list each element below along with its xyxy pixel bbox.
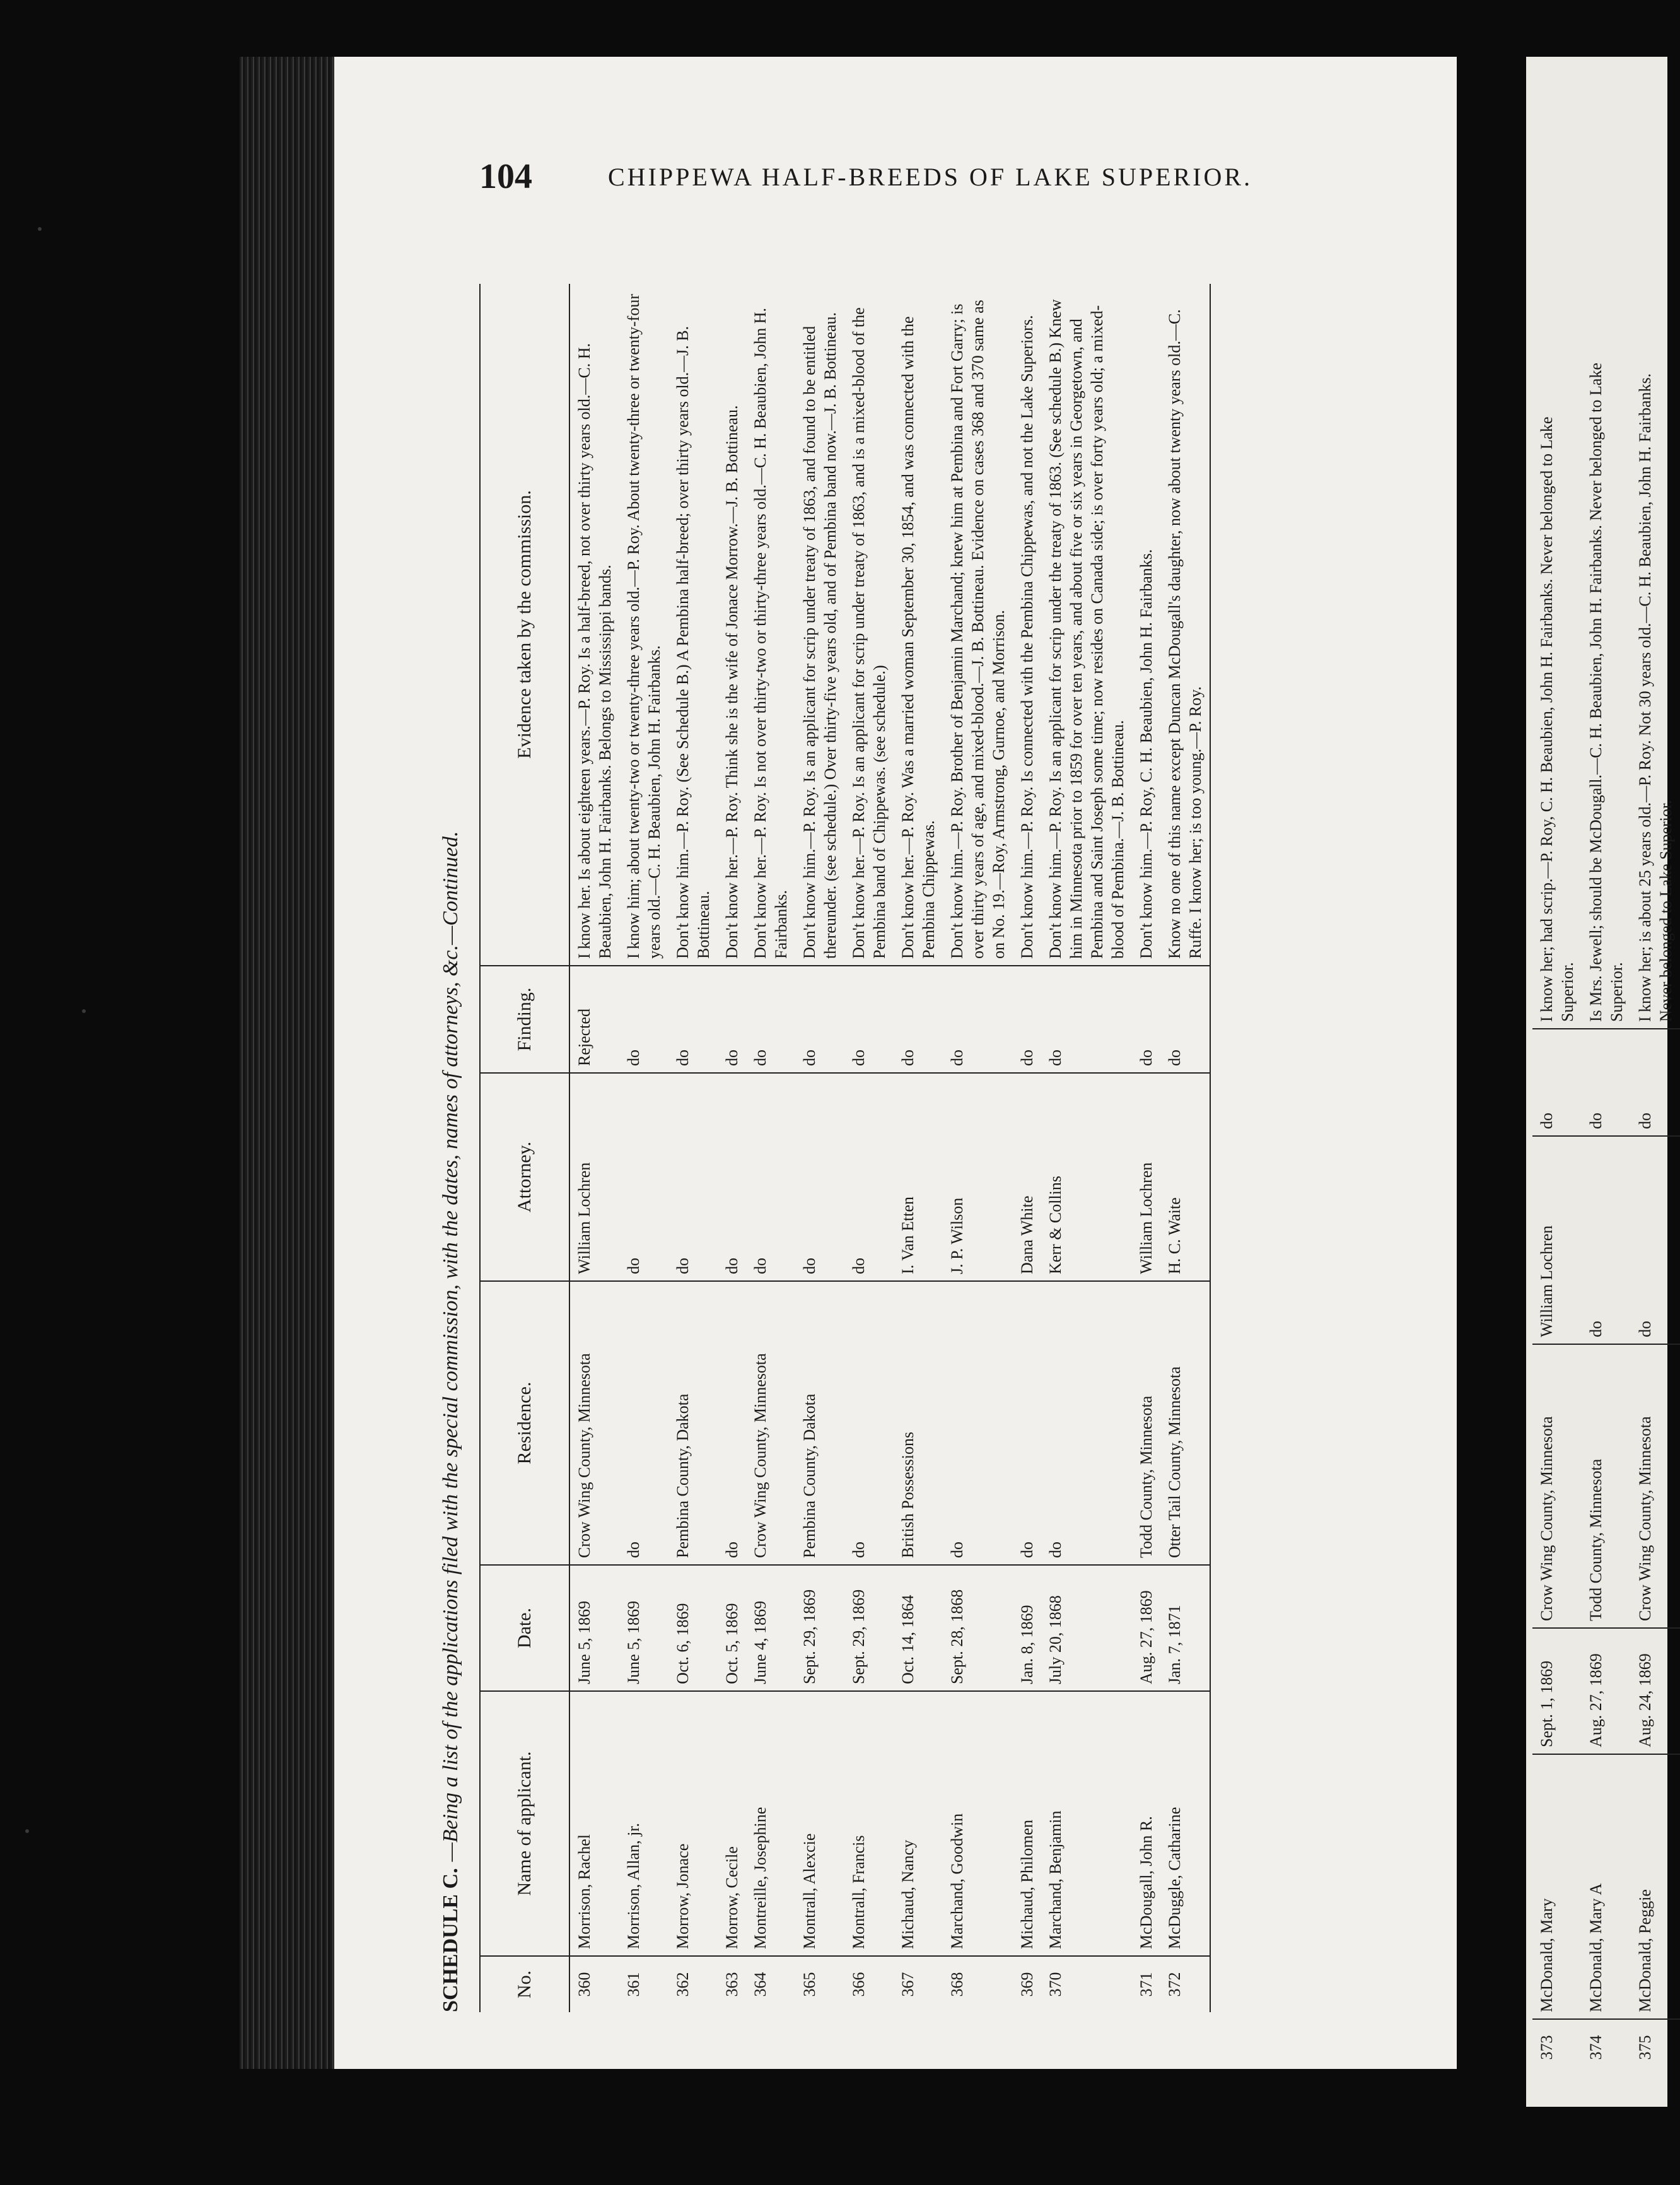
cell-finding: do xyxy=(844,965,894,1072)
cell-date: Sept. 1, 1869 xyxy=(1532,1627,1582,1754)
cell-no: 374 xyxy=(1582,2018,1631,2075)
cell-date: Sept. 29, 1869 xyxy=(795,1564,844,1690)
cell-finding: do xyxy=(619,965,668,1072)
table-row xyxy=(718,284,746,2012)
cell-residence: do xyxy=(619,1280,668,1564)
cell-residence: do xyxy=(1013,1280,1041,1564)
cell-attorney: I. Van Etten xyxy=(894,1072,943,1280)
cell-name: McDuggle, Catharine xyxy=(1160,1690,1210,1955)
header-residence: Residence. xyxy=(481,1280,569,1564)
cell-attorney: William Lochren xyxy=(1132,1072,1160,1280)
book-spine-edge xyxy=(240,57,341,2069)
schedule-table-rotated xyxy=(423,284,1331,2012)
cell-no: 362 xyxy=(668,1955,718,2012)
cell-evidence: I know her. Is about eighteen years.—P. Roy. Is a half-breed, not over thirty years old.—C. H. Beaubien, John H. Fairbanks. Belongs to Mississippi bands. xyxy=(575,343,614,959)
cell-no: 364 xyxy=(746,1955,795,2012)
cell-evidence: Know no one of this name except Duncan McDougall's daughter, now about twenty years old.—C. Ruffe. I know her; is too young.—P. Roy. xyxy=(1165,309,1205,959)
cell-finding: do xyxy=(1160,965,1210,1072)
cell-residence: Todd County, Minnesota xyxy=(1582,1344,1631,1627)
scan-speck xyxy=(38,227,42,231)
cell-date: Sept. 29, 1869 xyxy=(844,1564,894,1690)
cell-evidence: Don't know her.—P. Roy. Was a married woman September 30, 1854, and was connected with the Pembina Chippewas. xyxy=(899,316,938,959)
schedule-caption-text: —Being a list of the applications filed with the special commission, with the dates, names of attorneys, &c.—Continued. xyxy=(439,831,462,1862)
cell-finding: do xyxy=(1041,965,1132,1072)
cell-attorney: William Lochren xyxy=(1532,1135,1582,1344)
cell-date: Oct. 14, 1864 xyxy=(894,1564,943,1690)
cell-evidence: Don't know him.—P. Roy. Is an applicant for scrip under treaty of 1863, and found to be entitled thereunder. (see schedule.) Over thirty-five years old, and of Pembina band now.—J. B. Bottineau. xyxy=(800,312,839,959)
table-row xyxy=(795,284,844,2012)
cell-no: 367 xyxy=(894,1955,943,2012)
table-body xyxy=(570,284,1210,2012)
cell-evidence: Don't know her.—P. Roy. Is not over thirty-two or thirty-three years old.—C. H. Beaubien, John H. Fairbanks. xyxy=(751,307,790,959)
cell-name: Michaud, Philomen xyxy=(1013,1690,1041,1955)
cell-no: 371 xyxy=(1132,1955,1160,2012)
header-finding: Finding. xyxy=(481,965,569,1072)
cell-no: 361 xyxy=(619,1955,668,2012)
cell-name: Montrall, Francis xyxy=(844,1690,894,1955)
table-row xyxy=(1532,347,1582,2075)
cell-name: Montrall, Alexcie xyxy=(795,1690,844,1955)
cell-date: July 20, 1868 xyxy=(1041,1564,1132,1690)
cell-name: Morrow, Jonace xyxy=(668,1690,718,1955)
header-name: Name of applicant. xyxy=(481,1690,569,1955)
header-date: Date. xyxy=(481,1564,569,1690)
cell-residence: Crow Wing County, Minnesota xyxy=(570,1280,619,1564)
cell-residence: Crow Wing County, Minnesota xyxy=(746,1280,795,1564)
cell-evidence: Don't know him.—P. Roy. Brother of Benjamin Marchand; knew him at Pembina and Fort Garry; is over thirty years of age, and mixed-blood.—J. B. Bottineau. Evidence on cases 368 and 370 same as on No. 19.—Roy, Armstrong, Gurnoe, and Morrison. xyxy=(948,300,1008,959)
table-row xyxy=(619,284,668,2012)
table-row xyxy=(1013,284,1041,2012)
cell-name: McDonald, Mary A xyxy=(1582,1754,1631,2018)
cell-no: 370 xyxy=(1041,1955,1132,2012)
cell-residence: Crow Wing County, Minnesota xyxy=(1532,1344,1582,1627)
cell-name: Michaud, Nancy xyxy=(894,1690,943,1955)
cell-attorney: do xyxy=(718,1072,746,1280)
running-title: CHIPPEWA HALF-BREEDS OF LAKE SUPERIOR. xyxy=(608,162,1253,191)
table-row xyxy=(1041,284,1132,2012)
cell-date: Oct. 5, 1869 xyxy=(718,1564,746,1690)
cell-name: Marchand, Goodwin xyxy=(943,1690,1013,1955)
cell-evidence: Don't know her.—P. Roy. Think she is the wife of Jonace Morrow.—J. B. Bottineau. xyxy=(723,405,741,959)
table-row xyxy=(1132,284,1160,2012)
cell-date: June 4, 1869 xyxy=(746,1564,795,1690)
cell-residence: do xyxy=(943,1280,1013,1564)
cell-residence: Todd County, Minnesota xyxy=(1132,1280,1160,1564)
cell-evidence: I know her; is about 25 years old.—P. Roy. Not 30 years old.—C. H. Beaubien, John H. Fairbanks. Never belonged to Lake Superior. xyxy=(1636,373,1675,1022)
cell-evidence: Don't know him.—P. Roy. Is an applicant for scrip under the treaty of 1863. (See schedule B.) Knew him in Minnesota prior to 1859 for over ten years, and about five or six years in Georgetown, and Pembina and Saint Joseph some time; now resides on Canada side; is over forty years old; a mixed-blood of Pembina.—J. B. Bottineau. xyxy=(1046,299,1127,959)
cell-name: McDonald, Mary xyxy=(1532,1754,1582,2018)
cell-residence: Crow Wing County, Minnesota xyxy=(1631,1344,1680,1627)
cell-finding: do xyxy=(718,965,746,1072)
cell-attorney: do xyxy=(1631,1135,1680,1344)
cell-evidence: I know him; about twenty-two or twenty-three years old.—P. Roy. About twenty-three or twenty-four years old.—C. H. Beaubien, John H. Fairbanks. xyxy=(624,294,663,959)
facing-page-rows xyxy=(1532,347,1675,2075)
cell-finding: do xyxy=(943,965,1013,1072)
cell-no: 373 xyxy=(1532,2018,1582,2075)
cell-evidence: Is Mrs. Jewell; should be McDougall.—C. H. Beaubien, John H. Fairbanks. Never belonged to Lake Superior. xyxy=(1587,363,1626,1022)
cell-attorney: William Lochren xyxy=(570,1072,619,1280)
cell-residence: do xyxy=(844,1280,894,1564)
cell-no: 365 xyxy=(795,1955,844,2012)
cell-attorney: Kerr & Collins xyxy=(1041,1072,1132,1280)
cell-name: McDougall, John R. xyxy=(1132,1690,1160,1955)
cell-attorney: do xyxy=(795,1072,844,1280)
cell-name: McDonald, Peggie xyxy=(1631,1754,1680,2018)
header-evidence: Evidence taken by the commission. xyxy=(514,490,535,759)
cell-evidence: I know her; had scrip.—P. Roy, C. H. Beaubien, John H. Fairbanks. Never belonged to Lake Superior. xyxy=(1537,416,1577,1022)
cell-evidence: Don't know him.—P. Roy, C. H. Beaubien, John H. Fairbanks. xyxy=(1137,549,1155,959)
cell-name: Morrison, Rachel xyxy=(570,1690,619,1955)
table-row xyxy=(943,284,1013,2012)
cell-finding: do xyxy=(1132,965,1160,1072)
schedule-table xyxy=(479,284,1211,2012)
cell-attorney: Dana White xyxy=(1013,1072,1041,1280)
cell-finding: do xyxy=(1532,1028,1582,1135)
cell-residence: Pembina County, Dakota xyxy=(795,1280,844,1564)
table-row xyxy=(1160,284,1210,2012)
header-attorney: Attorney. xyxy=(481,1072,569,1280)
cell-evidence: Don't know her.—P. Roy. Is an applicant for scrip under treaty of 1863, and is a mixed-blood of the Pembina band of Chippewas. (see schedule.) xyxy=(849,307,889,959)
cell-no: 372 xyxy=(1160,1955,1210,2012)
cell-date: Jan. 8, 1869 xyxy=(1013,1564,1041,1690)
cell-date: Jan. 7, 1871 xyxy=(1160,1564,1210,1690)
table-row xyxy=(746,284,795,2012)
cell-date: Oct. 6, 1869 xyxy=(668,1564,718,1690)
cell-name: Marchand, Benjamin xyxy=(1041,1690,1132,1955)
cell-name: Montreille, Josephine xyxy=(746,1690,795,1955)
table-row xyxy=(1631,347,1680,2075)
cell-no: 366 xyxy=(844,1955,894,2012)
schedule-caption xyxy=(423,284,479,2012)
cell-no: 368 xyxy=(943,1955,1013,2012)
cell-finding: do xyxy=(1631,1028,1680,1135)
schedule-label: SCHEDULE C. xyxy=(439,1868,462,2012)
cell-date: Sept. 28, 1868 xyxy=(943,1564,1013,1690)
cell-date: Aug. 24, 1869 xyxy=(1631,1627,1680,1754)
page-number: 104 xyxy=(479,157,532,196)
facing-page-sliver xyxy=(1526,57,1675,2107)
cell-date: Aug. 27, 1869 xyxy=(1132,1564,1160,1690)
cell-finding: do xyxy=(1582,1028,1631,1135)
scan-speck xyxy=(25,1829,29,1833)
table-row xyxy=(570,284,619,2012)
cell-name: Morrow, Cecile xyxy=(718,1690,746,1955)
cell-finding: do xyxy=(894,965,943,1072)
table-row xyxy=(668,284,718,2012)
cell-residence: do xyxy=(718,1280,746,1564)
table-row xyxy=(844,284,894,2012)
cell-no: 369 xyxy=(1013,1955,1041,2012)
cell-finding: do xyxy=(668,965,718,1072)
cell-attorney: J. P. Wilson xyxy=(943,1072,1013,1280)
table-row xyxy=(894,284,943,2012)
cell-evidence: Don't know him.—P. Roy. (See Schedule B.) A Pembina half-breed; over thirty years old.—J. B. Bottineau. xyxy=(674,325,713,959)
table-header xyxy=(481,284,570,2012)
cell-finding: do xyxy=(746,965,795,1072)
cell-residence: British Possessions xyxy=(894,1280,943,1564)
cell-date: Aug. 27, 1869 xyxy=(1582,1627,1631,1754)
cell-name: Morrison, Allan, jr. xyxy=(619,1690,668,1955)
cell-no: 363 xyxy=(718,1955,746,2012)
cell-finding: do xyxy=(795,965,844,1072)
cell-finding: do xyxy=(1013,965,1041,1072)
book-page xyxy=(334,57,1457,2069)
cell-residence: Pembina County, Dakota xyxy=(668,1280,718,1564)
cell-date: June 5, 1869 xyxy=(570,1564,619,1690)
cell-attorney: do xyxy=(619,1072,668,1280)
cell-attorney: do xyxy=(844,1072,894,1280)
page-header xyxy=(479,151,1413,202)
cell-residence: do xyxy=(1041,1280,1132,1564)
scan-speck xyxy=(82,1009,86,1013)
header-no: No. xyxy=(481,1955,569,2012)
cell-residence: Otter Tail County, Minnesota xyxy=(1160,1280,1210,1564)
cell-no: 375 xyxy=(1631,2018,1680,2075)
facing-table-body xyxy=(1532,347,1680,2075)
cell-finding: Rejected xyxy=(570,965,619,1072)
table-row xyxy=(1582,347,1631,2075)
cell-evidence: Don't know him.—P. Roy. Is connected with the Pembina Chippewas, and not the Lake Superiors. xyxy=(1018,315,1036,959)
cell-attorney: do xyxy=(668,1072,718,1280)
cell-attorney: do xyxy=(746,1072,795,1280)
cell-date: June 5, 1869 xyxy=(619,1564,668,1690)
cell-attorney: H. C. Waite xyxy=(1160,1072,1210,1280)
cell-no: 360 xyxy=(570,1955,619,2012)
cell-attorney: do xyxy=(1582,1135,1631,1344)
